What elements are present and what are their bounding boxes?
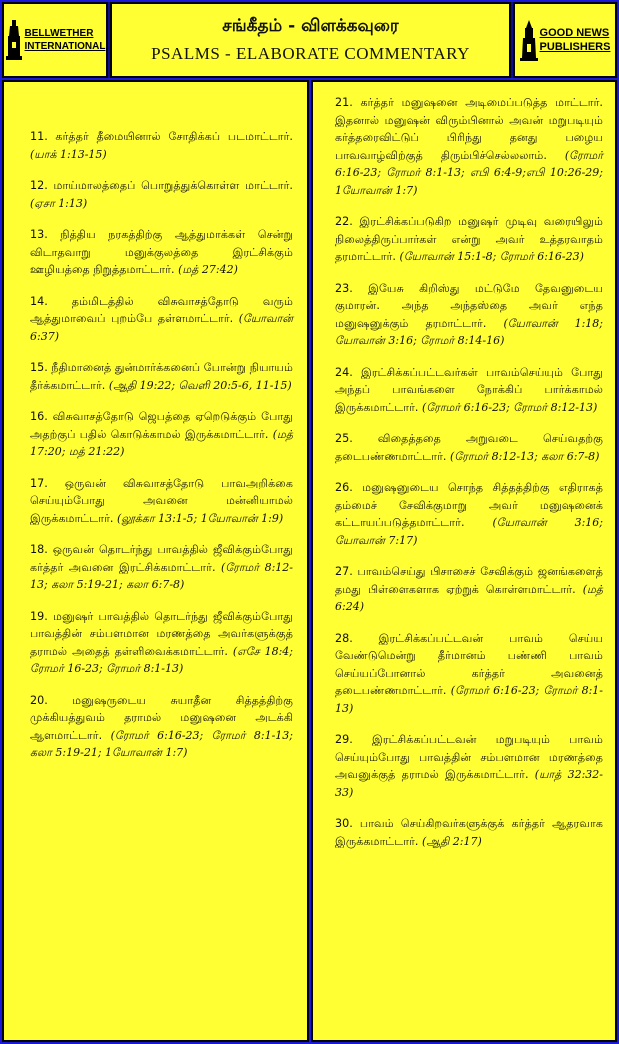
scripture-reference: (ஆதி 2:17) (422, 834, 482, 848)
list-item (335, 731, 603, 801)
tower-icon (5, 18, 23, 62)
scripture-reference: (எசே 18:4; ரோமர் 16-23; ரோமர் 8:1-13) (30, 644, 293, 675)
list-item (335, 213, 603, 266)
bellwether-logo (5, 18, 106, 62)
item-text: 16. விசுவாசத்தோடு ஜெபத்தை ஏறெடுக்கும் போது அதற்குப் பதில் கொடுக்காமல் இருக்கமாட்டார். (30, 410, 293, 441)
item-text: 15. நீதிமானைத் துன்மார்க்கனைப் போன்று நியாயம் தீர்க்கமாட்டார். (30, 361, 293, 392)
list-item (335, 430, 603, 465)
bellwether-logo-line2: INTERNATIONAL (24, 41, 106, 52)
item-text: 27. பாவம்செய்து பிசாசைச் சேவிக்கும் ஜனங்களைத் தமது பிள்ளைகளாக ஏற்றுக் கொள்ளமாட்டார். (335, 565, 603, 596)
list-item (30, 359, 293, 394)
list-item (335, 815, 603, 850)
header-bar (2, 2, 617, 78)
list-item (30, 293, 293, 346)
left-column (2, 80, 309, 1042)
item-text: 20. மனுஷருடைய சுயாதீன சித்தத்திற்கு முக்கியத்துவம் தராமல் மனுஷனை அடக்கி ஆளமாட்டார். (30, 693, 293, 742)
item-text: 11. கர்த்தர் தீமையினால் சோதிக்கப் படமாட்டார். (30, 130, 293, 143)
scripture-reference: (யோவான் 6:37) (30, 312, 293, 343)
scripture-reference: (ஏசா 1:13) (30, 196, 88, 210)
item-text: 28. இரட்சிக்கப்பட்டவன் பாவம் செய்ய வேண்டுமென்று தீர்மானம் பண்ணி பாவம் செய்யப்போனால் கர்த்தர் அவனைத் தடைபண்ணமாட்டார். (335, 631, 603, 697)
scripture-reference: (யோவான் 3:16; யோவான் 7:17) (335, 516, 603, 547)
right-column (311, 80, 617, 1042)
list-item (30, 541, 293, 594)
list-item (30, 408, 293, 461)
item-text: 19. மனுஷர் பாவத்தில் தொடர்ந்து ஜீவிக்கும்போது பாவத்தின் சம்பளமான மரணத்தை அவர்களுக்குத் தராமல் அதைத் தள்ளிவைக்கமாட்டார். (30, 609, 293, 658)
item-text: 22. இரட்சிக்கப்படுகிற மனுஷர் முடிவு வரையிலும் நிலைத்திருப்பார்கள் என்று அவர் உத்தரவாதம் தரமாட்டார். (335, 215, 603, 263)
list-item (335, 630, 603, 718)
scripture-reference: (யோவான் 1:18; யோவான் 3:16; ரோமர் 8:14-16) (335, 316, 603, 347)
list-item (30, 128, 293, 163)
scripture-reference: (யாத் 32:32-33) (335, 768, 603, 799)
scripture-reference: (லூக்கா 13:1-5; 1யோவான் 1:9) (117, 511, 284, 525)
tower-icon (520, 18, 538, 62)
list-item (335, 563, 603, 616)
item-text: 18. ஒருவன் தொடர்ந்து பாவத்தில் ஜீவிக்கும்போது கர்த்தர் அவனை இரட்சிக்கமாட்டார். (30, 543, 293, 574)
item-text: 25. விதைத்ததை அறுவடை செய்வதற்கு தடைபண்ணமாட்டார். (335, 432, 603, 463)
good-news-logo-line2: PUBLISHERS (539, 41, 611, 53)
item-text: 26. மனுஷனுடைய சொந்த சித்தத்திற்கு எதிராகத் தம்மைச் சேவிக்குமாறு அவர் மனுஷனைக் கட்டாயப்படுத்தமாட்டார். (335, 481, 603, 529)
title-box (110, 2, 511, 78)
good-news-logo (520, 18, 611, 62)
scripture-reference: (ரோமர் 8:12-13; கலா 6:7-8) (450, 449, 600, 463)
list-item (335, 479, 603, 549)
scripture-reference: (மத் 6:24) (335, 582, 604, 613)
scripture-reference: (ரோமர் 6:16-23; ரோமர் 8:1-13; எபி 6:4-9;எபி 10:26-29; 1யோவான் 1:7) (335, 148, 603, 197)
item-text: 13. நித்திய நரகத்திற்கு ஆத்துமாக்கள் சென்று விடாதவாறு மனுக்குலத்தை இரட்சிக்கும் ஊழியத்தை நிறுத்தமாட்டார். (30, 228, 293, 276)
bellwether-logo-box (2, 2, 108, 78)
scripture-reference: (மத் 27:42) (178, 263, 238, 276)
list-item (30, 177, 293, 212)
item-text: 14. தம்மிடத்தில் விசுவாசத்தோடு வரும் ஆத்துமாவைப் புறம்பே தள்ளமாட்டார். (30, 294, 293, 325)
bellwether-logo-line1: BELLWETHER (24, 28, 94, 39)
item-text: 29. இரட்சிக்கப்பட்டவன் மறுபடியும் பாவம் செய்யும்போது பாவத்தின் சம்பளமான மரணத்தை அவனுக்குத் தராமல் இருக்கமாட்டார். (335, 733, 603, 781)
scripture-reference: (ஆதி 19:22; வெளி 20:5-6, 11-15) (108, 378, 292, 392)
scripture-reference: (ரோமர் 6:16-23; ரோமர் 8:12-13) (422, 400, 598, 414)
page-title-english: PSALMS - ELABORATE COMMENTARY (151, 44, 470, 63)
good-news-logo-box (513, 2, 617, 78)
item-text: 21. கர்த்தர் மனுஷனை அடிமைப்படுத்த மாட்டார். இதனால் மனுஷன் விரும்பினால் அவன் மறுபடியும் கர்த்தரைவிட்டுப் பிரிந்து தனது பழைய பாவவாழ்விற்குத் திரும்பிச்செல்லலாம். (335, 96, 603, 162)
item-text: 17. ஒருவன் விசுவாசத்தோடு பாவஅறிக்கை செய்யும்போது அவனை மன்னியாமல் இருக்கமாட்டார். (30, 476, 293, 525)
item-text: 12. மாய்மாலத்தைப் பொறுத்துக்கொள்ள மாட்டார். (30, 179, 293, 192)
page-title-tamil: சங்கீதம் - விளக்கவுரை (222, 16, 399, 36)
list-item (335, 94, 603, 199)
list-item (335, 364, 603, 417)
list-item (30, 692, 293, 762)
item-text: 24. இரட்சிக்கப்பட்டவர்கள் பாவம்செய்யும் போது அந்தப் பாவங்களை நோக்கிப் பார்க்காமல் இருக்கமாட்டார். (335, 365, 603, 414)
good-news-logo-line1: GOOD NEWS (539, 27, 610, 39)
list-item (30, 475, 293, 528)
item-text: 30. பாவம் செய்கிறவர்களுக்குக் கர்த்தர் ஆதரவாக இருக்கமாட்டார். (335, 817, 603, 848)
list-item (30, 608, 293, 678)
item-text: 23. இயேசு கிறிஸ்து மட்டுமே தேவனுடைய குமாரன். அந்த அந்தஸ்தை அவர் எந்த மனுஷனுக்கும் தரமாட்டார். (335, 281, 603, 330)
scripture-reference: (யோவான் 15:1-8; ரோமர் 6:16-23) (399, 250, 584, 263)
scripture-reference: (ரோமர் 6:16-23; ரோமர் 8:1-13; கலா 5:19-21; 1யோவான் 1:7) (30, 728, 293, 759)
scripture-reference: (ரோமர் 8:12-13; கலா 5:19-21; கலா 6:7-8) (30, 560, 294, 591)
scripture-reference: (ரோமர் 6:16-23; ரோமர் 8:1-13) (335, 684, 603, 715)
scripture-reference: (மத் 17:20; மத் 21:22) (30, 427, 294, 458)
list-item (335, 280, 603, 350)
list-item (30, 226, 293, 279)
scripture-reference: (யாக் 1:13-15) (30, 147, 107, 161)
